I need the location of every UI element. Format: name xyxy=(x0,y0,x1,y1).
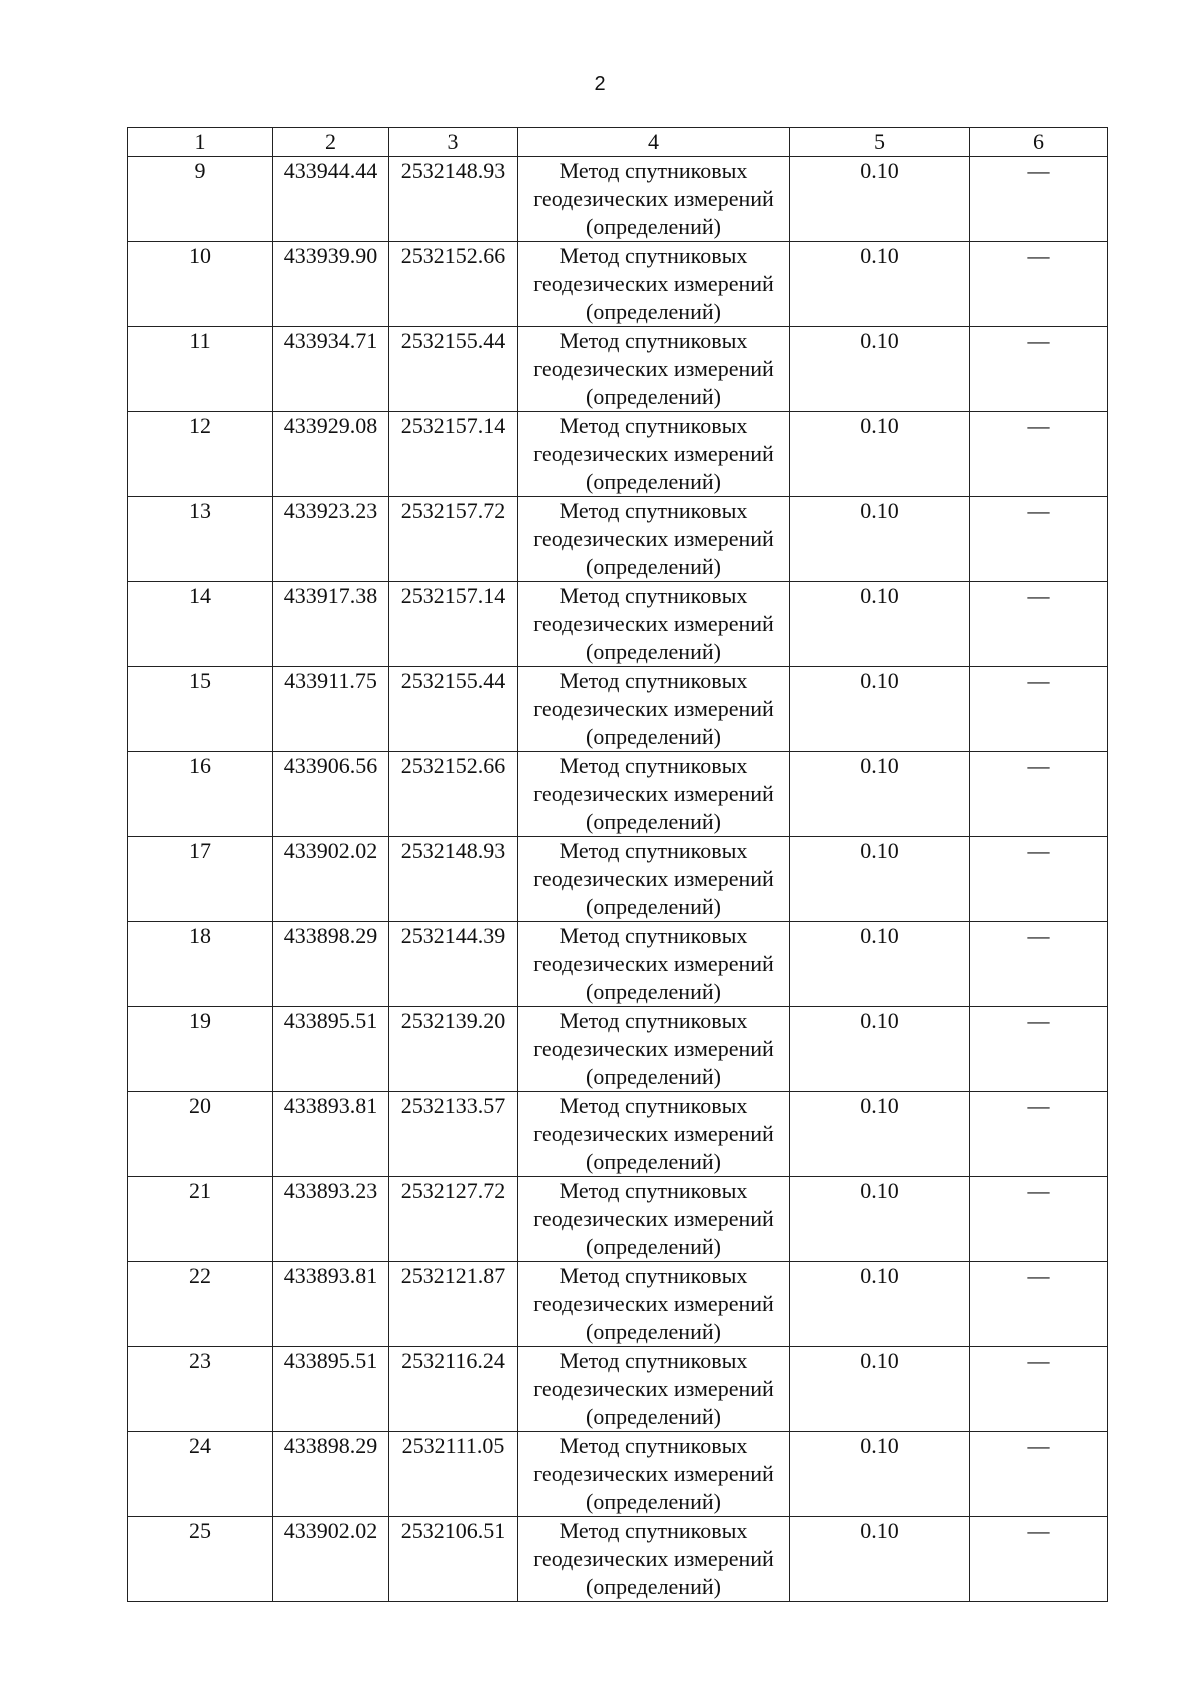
point-number-cell: 20 xyxy=(128,1092,273,1177)
table-row xyxy=(128,412,1108,497)
point-number-cell: 12 xyxy=(128,412,273,497)
table-row xyxy=(128,837,1108,922)
point-number-cell: 13 xyxy=(128,497,273,582)
table-row xyxy=(128,497,1108,582)
coordinate-y-cell: 2532157.14 xyxy=(389,412,518,497)
note-cell xyxy=(970,1262,1108,1347)
point-number-cell: 17 xyxy=(128,837,273,922)
point-number-cell: 9 xyxy=(128,157,273,242)
method-text: Метод спутниковых геодезических измерений (определений) xyxy=(533,413,774,494)
point-number-cell: 15 xyxy=(128,667,273,752)
accuracy-cell: 0.10 xyxy=(790,412,970,497)
table-row xyxy=(128,1432,1108,1517)
point-number-cell: 16 xyxy=(128,752,273,837)
column-header: 6 xyxy=(970,128,1108,157)
accuracy-cell: 0.10 xyxy=(790,1347,970,1432)
method-cell xyxy=(518,242,790,327)
method-cell xyxy=(518,922,790,1007)
coordinate-x-cell: 433893.81 xyxy=(273,1262,389,1347)
coordinate-y-cell: 2532157.72 xyxy=(389,497,518,582)
method-text: Метод спутниковых геодезических измерений (определений) xyxy=(533,923,774,1004)
method-text: Метод спутниковых геодезических измерений (определений) xyxy=(533,243,774,324)
table-row xyxy=(128,752,1108,837)
table-row xyxy=(128,667,1108,752)
coordinate-x-cell: 433895.51 xyxy=(273,1347,389,1432)
note-dash: — xyxy=(1027,838,1050,863)
accuracy-cell: 0.10 xyxy=(790,327,970,412)
table-row xyxy=(128,582,1108,667)
coordinate-y-cell: 2532148.93 xyxy=(389,837,518,922)
method-text: Метод спутниковых геодезических измерений (определений) xyxy=(533,1178,774,1259)
note-dash: — xyxy=(1027,923,1050,948)
table-row xyxy=(128,1092,1108,1177)
table-body xyxy=(128,157,1108,1602)
point-number-cell: 22 xyxy=(128,1262,273,1347)
note-dash: — xyxy=(1027,413,1050,438)
point-number-cell: 19 xyxy=(128,1007,273,1092)
table-row xyxy=(128,157,1108,242)
method-cell xyxy=(518,752,790,837)
method-text: Метод спутниковых геодезических измерений (определений) xyxy=(533,1263,774,1344)
coordinate-x-cell: 433911.75 xyxy=(273,667,389,752)
accuracy-cell: 0.10 xyxy=(790,1262,970,1347)
coordinate-x-cell: 433893.23 xyxy=(273,1177,389,1262)
method-text: Метод спутниковых геодезических измерений (определений) xyxy=(533,1433,774,1514)
method-text: Метод спутниковых геодезических измерений (определений) xyxy=(533,1093,774,1174)
accuracy-cell: 0.10 xyxy=(790,1092,970,1177)
coordinate-y-cell: 2532157.14 xyxy=(389,582,518,667)
table-row xyxy=(128,1517,1108,1602)
coordinate-x-cell: 433923.23 xyxy=(273,497,389,582)
method-text: Метод спутниковых геодезических измерений (определений) xyxy=(533,838,774,919)
note-dash: — xyxy=(1027,1518,1050,1543)
note-cell xyxy=(970,667,1108,752)
coordinate-y-cell: 2532116.24 xyxy=(389,1347,518,1432)
coordinate-x-cell: 433895.51 xyxy=(273,1007,389,1092)
note-dash: — xyxy=(1027,328,1050,353)
accuracy-cell: 0.10 xyxy=(790,497,970,582)
method-cell xyxy=(518,1347,790,1432)
note-cell xyxy=(970,1517,1108,1602)
method-text: Метод спутниковых геодезических измерений (определений) xyxy=(533,583,774,664)
coordinate-x-cell: 433906.56 xyxy=(273,752,389,837)
point-number-cell: 11 xyxy=(128,327,273,412)
point-number-cell: 24 xyxy=(128,1432,273,1517)
coordinate-y-cell: 2532133.57 xyxy=(389,1092,518,1177)
coordinate-x-cell: 433939.90 xyxy=(273,242,389,327)
note-cell xyxy=(970,837,1108,922)
method-cell xyxy=(518,1432,790,1517)
method-text: Метод спутниковых геодезических измерений (определений) xyxy=(533,1008,774,1089)
note-cell xyxy=(970,242,1108,327)
note-dash: — xyxy=(1027,243,1050,268)
method-cell xyxy=(518,1092,790,1177)
coordinate-x-cell: 433898.29 xyxy=(273,922,389,1007)
accuracy-cell: 0.10 xyxy=(790,837,970,922)
coordinate-x-cell: 433917.38 xyxy=(273,582,389,667)
coordinate-y-cell: 2532139.20 xyxy=(389,1007,518,1092)
method-cell xyxy=(518,667,790,752)
column-header: 2 xyxy=(273,128,389,157)
accuracy-cell: 0.10 xyxy=(790,922,970,1007)
method-cell xyxy=(518,1007,790,1092)
note-cell xyxy=(970,1347,1108,1432)
accuracy-cell: 0.10 xyxy=(790,1177,970,1262)
point-number-cell: 18 xyxy=(128,922,273,1007)
column-header: 4 xyxy=(518,128,790,157)
method-cell xyxy=(518,1517,790,1602)
coordinates-table xyxy=(127,127,1108,1602)
note-dash: — xyxy=(1027,158,1050,183)
table-row xyxy=(128,1177,1108,1262)
method-text: Метод спутниковых геодезических измерений (определений) xyxy=(533,668,774,749)
accuracy-cell: 0.10 xyxy=(790,1007,970,1092)
note-dash: — xyxy=(1027,1008,1050,1033)
note-cell xyxy=(970,582,1108,667)
coordinate-x-cell: 433898.29 xyxy=(273,1432,389,1517)
table-row xyxy=(128,1262,1108,1347)
coordinate-y-cell: 2532152.66 xyxy=(389,242,518,327)
note-cell xyxy=(970,1092,1108,1177)
accuracy-cell: 0.10 xyxy=(790,667,970,752)
coordinate-y-cell: 2532144.39 xyxy=(389,922,518,1007)
table-row xyxy=(128,242,1108,327)
note-cell xyxy=(970,157,1108,242)
method-text: Метод спутниковых геодезических измерений (определений) xyxy=(533,498,774,579)
coordinate-x-cell: 433944.44 xyxy=(273,157,389,242)
coordinate-y-cell: 2532127.72 xyxy=(389,1177,518,1262)
table-header-row xyxy=(128,128,1108,157)
note-cell xyxy=(970,412,1108,497)
method-text: Метод спутниковых геодезических измерений (определений) xyxy=(533,1518,774,1599)
method-cell xyxy=(518,497,790,582)
method-cell xyxy=(518,327,790,412)
note-dash: — xyxy=(1027,1263,1050,1288)
method-cell xyxy=(518,837,790,922)
point-number-cell: 23 xyxy=(128,1347,273,1432)
note-cell xyxy=(970,1007,1108,1092)
coordinate-y-cell: 2532148.93 xyxy=(389,157,518,242)
coordinate-y-cell: 2532155.44 xyxy=(389,327,518,412)
method-text: Метод спутниковых геодезических измерений (определений) xyxy=(533,158,774,239)
note-dash: — xyxy=(1027,1178,1050,1203)
point-number-cell: 14 xyxy=(128,582,273,667)
method-text: Метод спутниковых геодезических измерений (определений) xyxy=(533,1348,774,1429)
note-dash: — xyxy=(1027,583,1050,608)
coordinate-x-cell: 433902.02 xyxy=(273,837,389,922)
coordinate-y-cell: 2532106.51 xyxy=(389,1517,518,1602)
method-cell xyxy=(518,157,790,242)
coordinate-y-cell: 2532111.05 xyxy=(389,1432,518,1517)
note-cell xyxy=(970,1432,1108,1517)
note-dash: — xyxy=(1027,668,1050,693)
coordinate-x-cell: 433934.71 xyxy=(273,327,389,412)
accuracy-cell: 0.10 xyxy=(790,242,970,327)
coordinate-y-cell: 2532152.66 xyxy=(389,752,518,837)
accuracy-cell: 0.10 xyxy=(790,157,970,242)
accuracy-cell: 0.10 xyxy=(790,1432,970,1517)
point-number-cell: 21 xyxy=(128,1177,273,1262)
note-dash: — xyxy=(1027,1093,1050,1118)
coordinate-x-cell: 433902.02 xyxy=(273,1517,389,1602)
method-cell xyxy=(518,582,790,667)
note-dash: — xyxy=(1027,498,1050,523)
note-dash: — xyxy=(1027,1348,1050,1373)
point-number-cell: 10 xyxy=(128,242,273,327)
coordinate-y-cell: 2532121.87 xyxy=(389,1262,518,1347)
table-row xyxy=(128,1347,1108,1432)
accuracy-cell: 0.10 xyxy=(790,582,970,667)
method-cell xyxy=(518,1177,790,1262)
coordinate-x-cell: 433893.81 xyxy=(273,1092,389,1177)
coordinate-y-cell: 2532155.44 xyxy=(389,667,518,752)
note-cell xyxy=(970,922,1108,1007)
page-number: 2 xyxy=(594,73,606,95)
point-number-cell: 25 xyxy=(128,1517,273,1602)
note-cell xyxy=(970,327,1108,412)
accuracy-cell: 0.10 xyxy=(790,1517,970,1602)
table-row xyxy=(128,1007,1108,1092)
note-dash: — xyxy=(1027,753,1050,778)
method-cell xyxy=(518,1262,790,1347)
note-cell xyxy=(970,497,1108,582)
note-cell xyxy=(970,752,1108,837)
column-header: 1 xyxy=(128,128,273,157)
column-header: 3 xyxy=(389,128,518,157)
coordinate-x-cell: 433929.08 xyxy=(273,412,389,497)
method-text: Метод спутниковых геодезических измерений (определений) xyxy=(533,328,774,409)
accuracy-cell: 0.10 xyxy=(790,752,970,837)
method-cell xyxy=(518,412,790,497)
table-row xyxy=(128,922,1108,1007)
note-dash: — xyxy=(1027,1433,1050,1458)
column-header: 5 xyxy=(790,128,970,157)
note-cell xyxy=(970,1177,1108,1262)
method-text: Метод спутниковых геодезических измерений (определений) xyxy=(533,753,774,834)
table-row xyxy=(128,327,1108,412)
